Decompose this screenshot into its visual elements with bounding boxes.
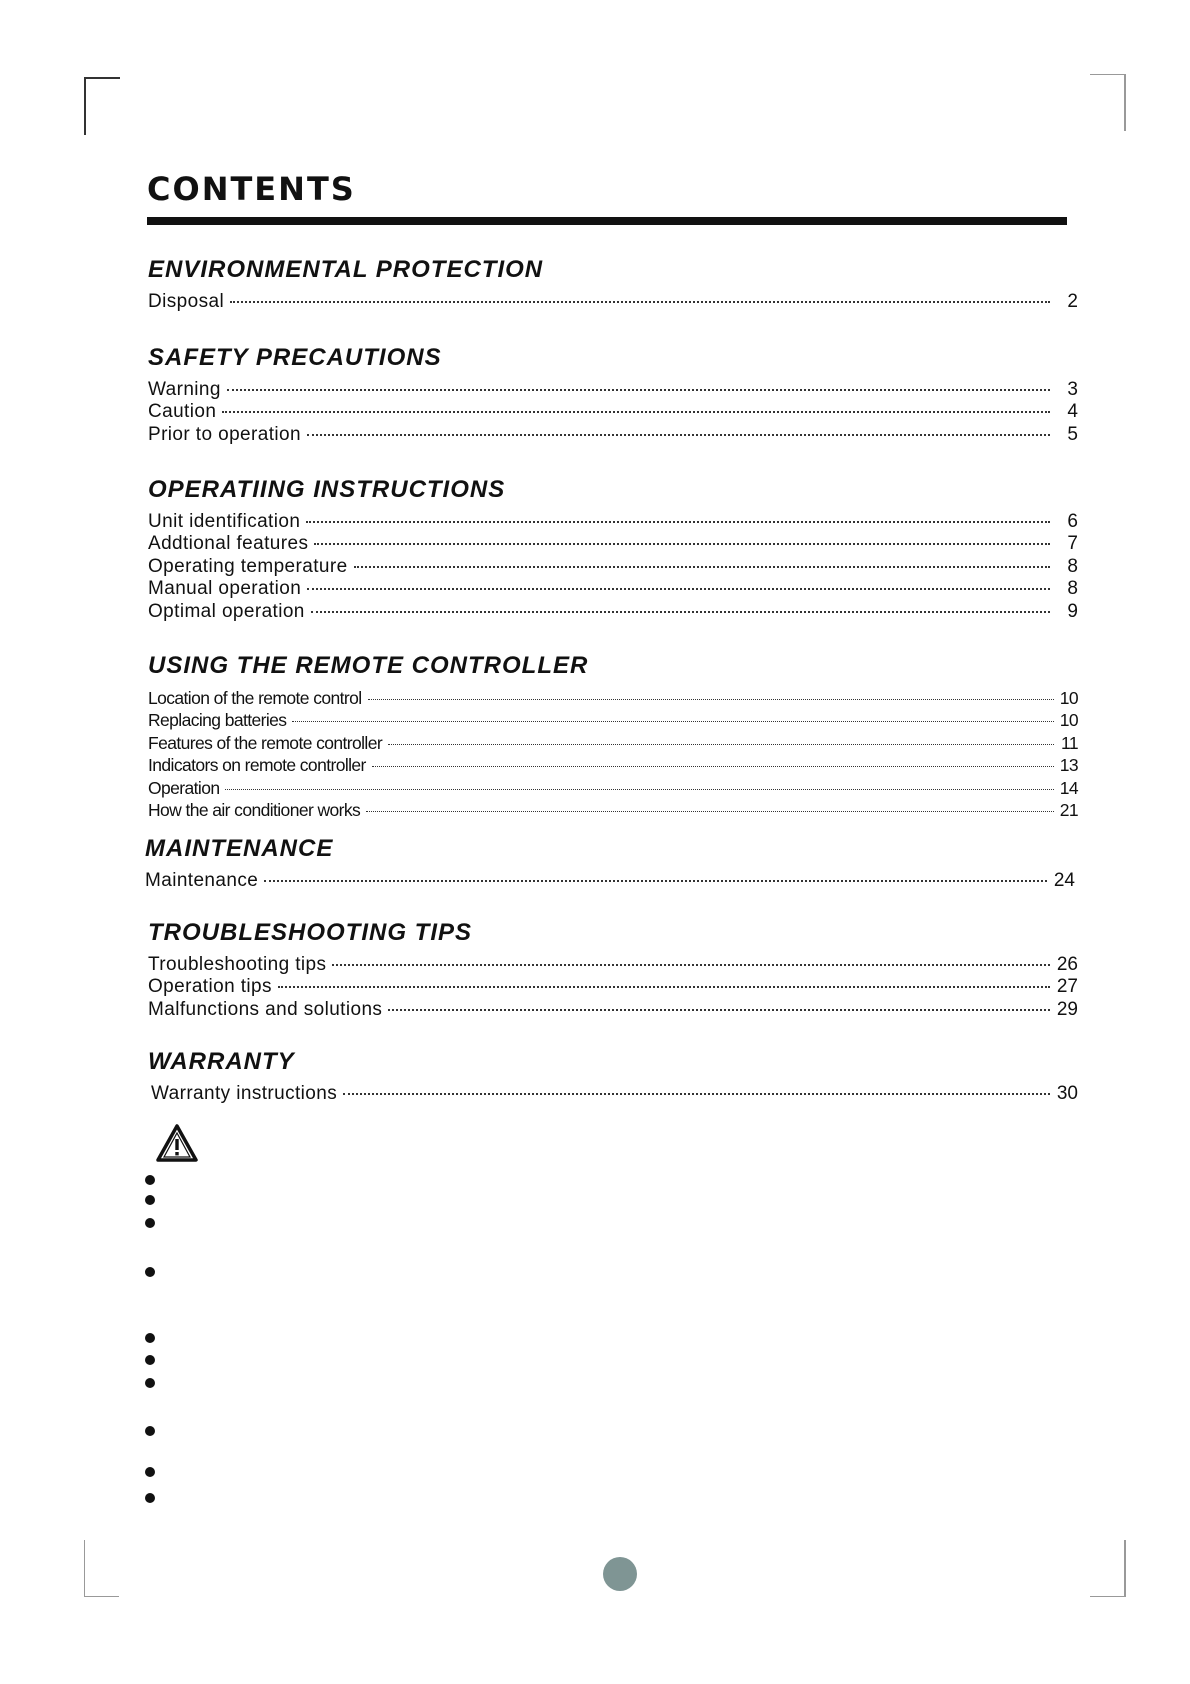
- crop-mark-top-left: [84, 77, 120, 135]
- toc-entry-optimal-operation[interactable]: [148, 601, 1078, 623]
- section-heading: TROUBLESHOOTING TIPS: [148, 919, 473, 946]
- toc-entry-caution[interactable]: [148, 401, 1078, 423]
- toc-entry-page: 10: [1059, 710, 1078, 731]
- dot-leader: [230, 301, 1050, 303]
- crop-mark-bottom-right: [1090, 1540, 1126, 1597]
- bullet-dot: [145, 1175, 155, 1185]
- section-warranty: [148, 1047, 1078, 1105]
- toc-entry-label: Operation tips: [148, 976, 272, 998]
- toc-entry-page: 10: [1059, 688, 1078, 708]
- toc-entry-page: 4: [1067, 401, 1078, 423]
- section-maintenance: [145, 834, 1075, 892]
- toc-entry-label: Features of the remote controller: [148, 732, 383, 753]
- section-heading: ENVIRONMENTAL PROTECTION: [148, 256, 544, 283]
- toc-entry-operation[interactable]: [148, 777, 1078, 799]
- toc-entry-page: 27: [1056, 976, 1078, 998]
- toc-entry-page: 7: [1067, 533, 1078, 555]
- toc-entry-page: 14: [1059, 777, 1078, 798]
- toc-entry-label: Indicators on remote controller: [148, 755, 366, 776]
- toc-entry-prior-to-operation[interactable]: [148, 424, 1078, 446]
- bullet-dot: [145, 1333, 155, 1343]
- toc-entry-page: 13: [1059, 755, 1078, 776]
- page-number-badge: [603, 1557, 637, 1591]
- page-title: CONTENTS: [147, 170, 356, 208]
- dot-leader: [311, 611, 1050, 613]
- bullet-dot: [145, 1218, 155, 1228]
- toc-entry-label: How the air conditioner works: [148, 800, 361, 821]
- toc-entry-page: 24: [1053, 870, 1075, 891]
- toc-entry-location-of-remote[interactable]: [148, 687, 1078, 709]
- section-heading: WARRANTY: [148, 1048, 295, 1075]
- dot-leader: [264, 880, 1047, 882]
- toc-entry-page: 29: [1056, 998, 1078, 1020]
- toc-entry-label: Warning: [148, 379, 221, 400]
- toc-entry-replacing-batteries[interactable]: [148, 709, 1078, 731]
- toc-entry-page: 26: [1056, 954, 1078, 975]
- toc-entry-label: Location of the remote control: [148, 688, 362, 708]
- toc-entry-page: 2: [1067, 291, 1078, 312]
- toc-entry-manual-operation[interactable]: [148, 578, 1078, 600]
- toc-entry-disposal[interactable]: [148, 291, 1078, 313]
- dot-leader: [388, 1009, 1050, 1011]
- toc-entry-label: Addtional features: [148, 533, 309, 555]
- toc-entry-label: Prior to operation: [148, 423, 301, 445]
- section-environmental-protection: [148, 255, 1078, 313]
- toc-entry-page: 11: [1061, 732, 1078, 753]
- warning-triangle-icon: [155, 1123, 199, 1163]
- dot-leader: [366, 811, 1054, 812]
- toc-entry-page: 30: [1056, 1083, 1078, 1104]
- dot-leader: [314, 543, 1050, 545]
- dot-leader: [368, 699, 1054, 700]
- bullet-dot: [145, 1378, 155, 1388]
- dot-leader: [343, 1093, 1050, 1095]
- dot-leader: [292, 721, 1054, 722]
- toc-entry-indicators-on-remote[interactable]: [148, 754, 1078, 776]
- crop-mark-bottom-left: [84, 1540, 119, 1597]
- toc-entry-label: Malfunctions and solutions: [148, 998, 383, 1020]
- toc-entry-how-it-works[interactable]: [148, 799, 1078, 821]
- toc-entry-maintenance[interactable]: [145, 870, 1075, 892]
- toc-entry-page: 6: [1067, 511, 1078, 532]
- toc-entry-malfunctions-and-solutions[interactable]: [148, 999, 1078, 1021]
- toc-entry-label: Caution: [148, 401, 217, 423]
- toc-entry-label: Disposal: [148, 291, 225, 312]
- toc-entry-label: Unit identification: [148, 511, 301, 532]
- bullet-dot: [145, 1267, 155, 1277]
- dot-leader: [225, 789, 1054, 790]
- toc-entry-features-of-remote[interactable]: [148, 732, 1078, 754]
- title-rule: [147, 217, 1067, 225]
- dot-leader: [227, 389, 1050, 391]
- bullet-dot: [145, 1195, 155, 1205]
- section-heading: OPERATIING INSTRUCTIONS: [148, 476, 506, 503]
- toc-entry-label: Manual operation: [148, 578, 302, 600]
- bullet-dot: [145, 1467, 155, 1477]
- toc-entry-label: Operation: [148, 777, 220, 798]
- dot-leader: [354, 566, 1050, 568]
- toc-entry-troubleshooting-tips[interactable]: [148, 954, 1078, 976]
- section-heading: MAINTENANCE: [145, 835, 334, 862]
- dot-leader: [307, 434, 1050, 436]
- section-heading: SAFETY PRECAUTIONS: [148, 344, 442, 371]
- dot-leader: [332, 964, 1050, 966]
- toc-entry-label: Warranty instructions: [151, 1083, 338, 1104]
- dot-leader: [222, 411, 1050, 413]
- toc-entry-label: Replacing batteries: [148, 710, 287, 731]
- dot-leader: [388, 744, 1054, 745]
- dot-leader: [306, 521, 1050, 523]
- toc-entry-warranty-instructions[interactable]: [148, 1083, 1078, 1105]
- bullet-dot: [145, 1493, 155, 1503]
- toc-entry-page: 9: [1067, 600, 1078, 622]
- section-using-the-remote-controller: [148, 651, 1078, 821]
- toc-entry-label: Optimal operation: [148, 600, 305, 622]
- bullet-dot: [145, 1426, 155, 1436]
- toc-entry-page: 5: [1067, 423, 1078, 445]
- section-troubleshooting-tips: [148, 918, 1078, 1021]
- toc-entry-page: 21: [1059, 800, 1078, 821]
- crop-mark-top-right: [1090, 74, 1126, 131]
- section-safety-precautions: [148, 343, 1078, 446]
- toc-entry-label: Maintenance: [145, 870, 259, 891]
- toc-entry-page: 8: [1067, 555, 1078, 577]
- bullet-dot: [145, 1355, 155, 1365]
- toc-entry-page: 3: [1067, 379, 1078, 400]
- toc-entry-warning[interactable]: [148, 379, 1078, 401]
- toc-entry-label: Troubleshooting tips: [148, 954, 327, 975]
- dot-leader: [307, 588, 1050, 590]
- dot-leader: [372, 766, 1054, 767]
- toc-entry-operating-temperature[interactable]: [148, 556, 1078, 578]
- toc-entry-page: 8: [1067, 578, 1078, 600]
- section-heading: USING THE REMOTE CONTROLLER: [148, 652, 589, 679]
- toc-entry-additional-features[interactable]: [148, 533, 1078, 555]
- section-operating-instructions: [148, 475, 1078, 623]
- toc-entry-unit-identification[interactable]: [148, 511, 1078, 533]
- toc-entry-label: Operating temperature: [148, 555, 348, 577]
- dot-leader: [278, 986, 1050, 988]
- toc-entry-operation-tips[interactable]: [148, 976, 1078, 998]
